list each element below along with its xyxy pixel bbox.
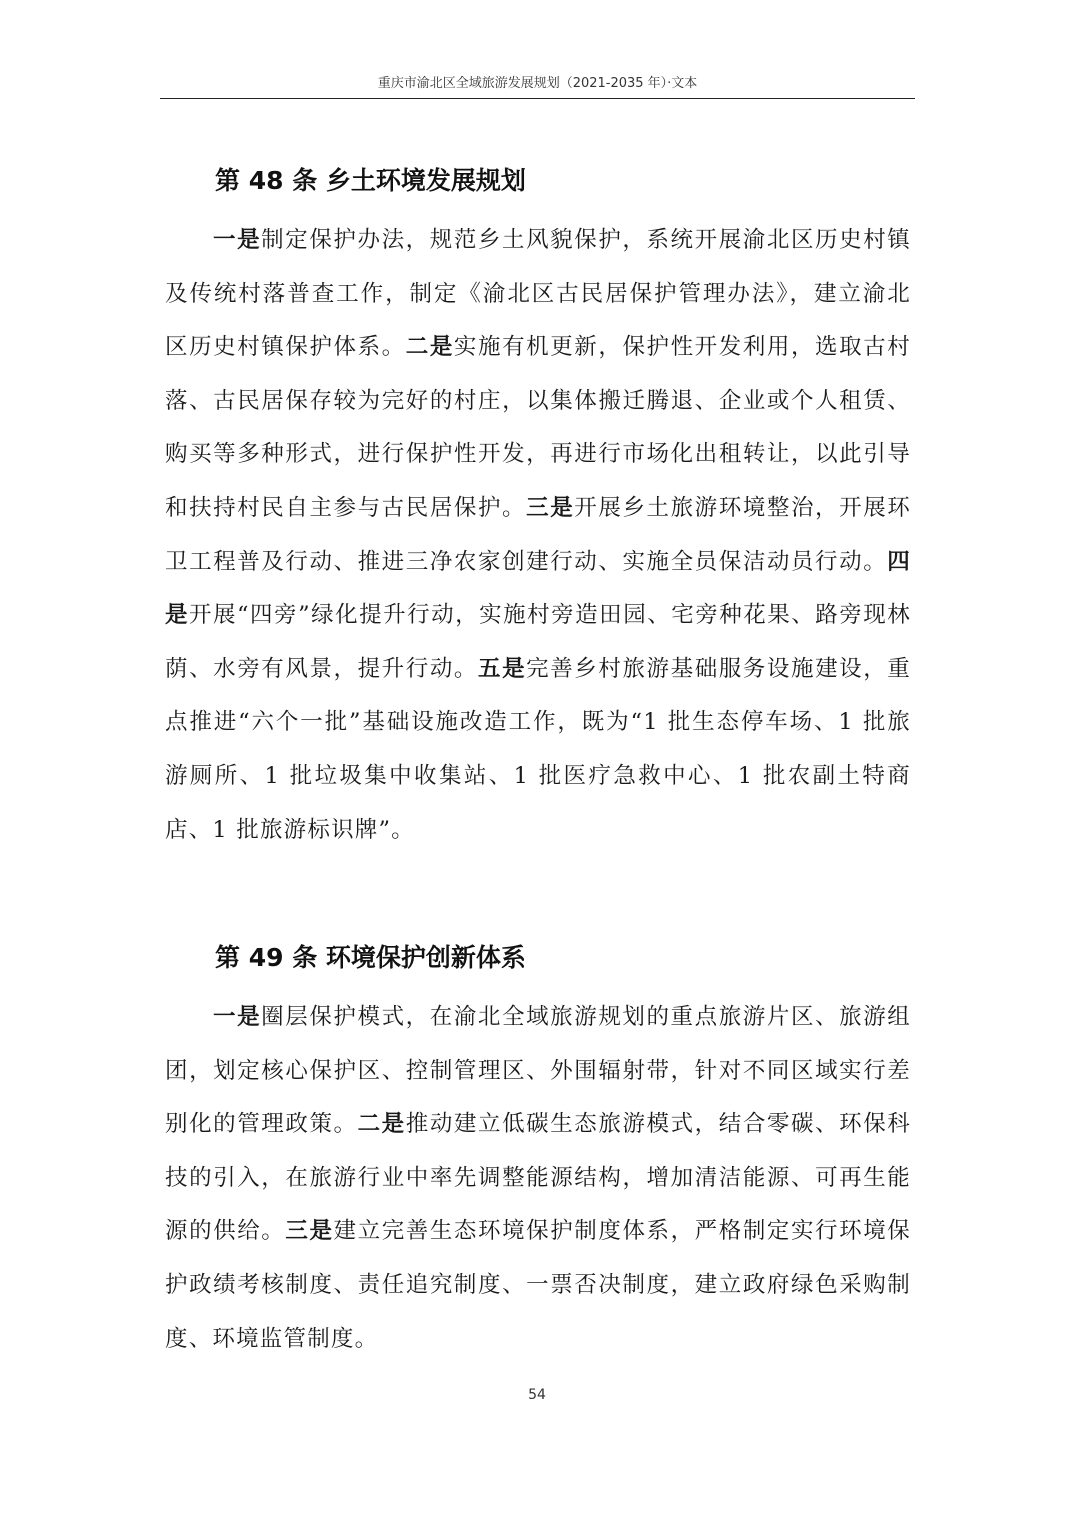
article-49-heading: 第 49 条 环境保护创新体系 [215,942,526,972]
item-text: 开展“四旁”绿化提升行动，实施村旁造田园、宅旁种花果、路旁现林荫、水旁有风景，提升行动。 [165,602,911,682]
item-text: 建立完善生态环境保护制度体系，严格制定实行环境保护政绩考核制度、责任追究制度、一票否决制度，建立政府绿色采购制度、环境监管制度。 [165,1218,911,1352]
item-lead: 四是 [165,548,911,629]
item-lead: 二是 [357,1111,406,1138]
article-48-heading: 第 48 条 乡土环境发展规划 [215,165,526,195]
item-text: 圈层保护模式，在渝北全域旅游规划的重点旅游片区、旅游组团，划定核心保护区、控制管理区、外围辐射带，针对不同区域实行差别化的管理政策。 [165,1004,911,1138]
item-text: 制定保护办法，规范乡土风貌保护，系统开展渝北区历史村镇及传统村落普查工作，制定《渝北区古民居保护管理办法》，建立渝北区历史村镇保护体系。 [165,227,911,361]
item-lead: 三是 [526,494,575,521]
article-48-body [165,214,911,857]
item-text: 完善乡村旅游基础服务设施建设，重点推进“六个一批”基础设施改造工作，既为“1 批生态停车场、1 批旅游厕所、1 批垃圾集中收集站、1 批医疗急救中心、1 批农副土特商店、1 批旅游标识牌”。 [165,655,911,843]
header-title: 重庆市渝北区全域旅游发展规划（2021-2035 年）·文本 [377,76,698,91]
page-number: 54 [528,1387,546,1403]
item-lead: 一是 [213,1004,262,1030]
item-lead: 五是 [478,655,527,682]
article-49-body [165,991,911,1366]
item-text: 实施有机更新，保护性开发利用，选取古村落、古民居保存较为完好的村庄，以集体搬迁腾退、企业或个人租赁、购买等多种形式，进行保护性开发，再进行市场化出租转让，以此引导和扶持村民自主参与古民居保护。 [165,334,911,521]
page-header [160,74,915,99]
item-lead: 三是 [285,1218,334,1245]
item-lead: 一是 [213,227,262,253]
item-lead: 二是 [405,334,454,361]
item-text: 开展乡土旅游环境整治，开展环卫工程普及行动、推进三净农家创建行动、实施全员保洁动员行动。 [165,494,911,575]
item-text: 推动建立低碳生态旅游模式，结合零碳、环保科技的引入，在旅游行业中率先调整能源结构，增加清洁能源、可再生能源的供给。 [165,1111,911,1245]
